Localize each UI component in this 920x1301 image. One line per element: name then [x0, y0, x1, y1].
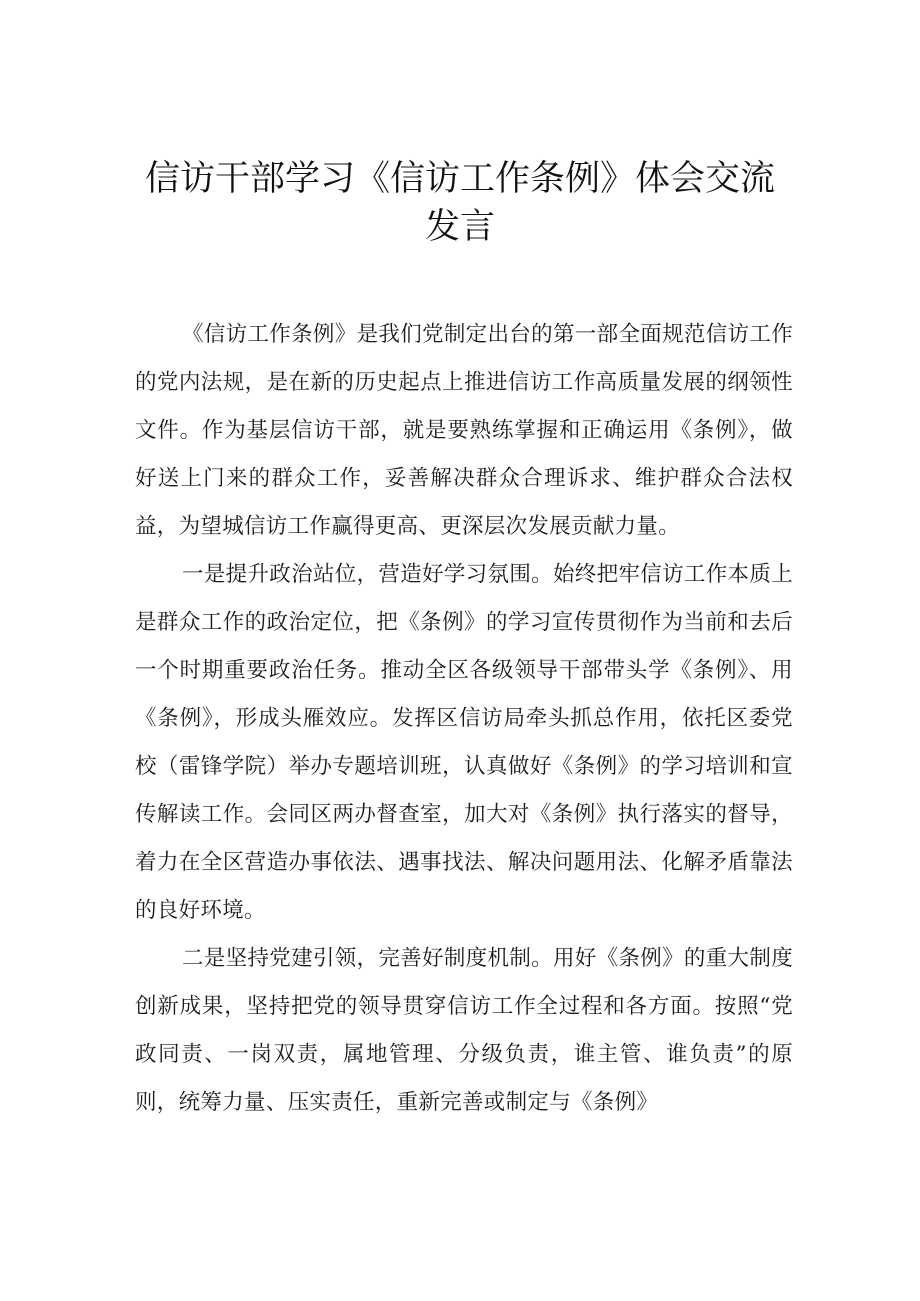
paragraph-intro: 《信访工作条例》是我们党制定出台的第一部全面规范信访工作的党内法规，是在新的历史起点上推进信访工作高质量发展的纲领性文件。作为基层信访干部，就是要熟练掌握和正确运用《条例》，做好送上门来的群众工作，妥善解决群众合理诉求、维护群众合法权益，为望城信访工作赢得更高、更深层次发展贡献力量。	[135, 322, 793, 539]
paragraph-point-two: 二是坚持党建引领，完善好制度机制。用好《条例》的重大制度创新成果，坚持把党的领导贯穿信访工作全过程和各方面。按照“党政同责、一岗双责，属地管理、分级负责，谁主管、谁负责”的原则，统筹力量、压实责任，重新完善或制定与《条例》	[135, 946, 793, 1115]
document-title	[120, 155, 800, 251]
title-line-1: 信访干部学习《信访工作条例》体会交流	[144, 159, 775, 199]
paragraph-point-one: 一是提升政治站位，营造好学习氛围。始终把牢信访工作本质上是群众工作的政治定位，把《条例》的学习宣传贯彻作为当前和去后一个时期重要政治任务。推动全区各级领导干部带头学《条例》、用《条例》，形成头雁效应。发挥区信访局牵头抓总作用，依托区委党校（雷锋学院）举办专题培训班，认真做好《条例》的学习培训和宣传解读工作。会同区两办督查室，加大对《条例》执行落实的督导，着力在全区营造办事依法、遇事找法、解决问题用法、化解矛盾靠法的良好环境。	[135, 562, 793, 923]
document-body	[135, 311, 793, 1127]
title-line-2: 发言	[424, 207, 495, 247]
